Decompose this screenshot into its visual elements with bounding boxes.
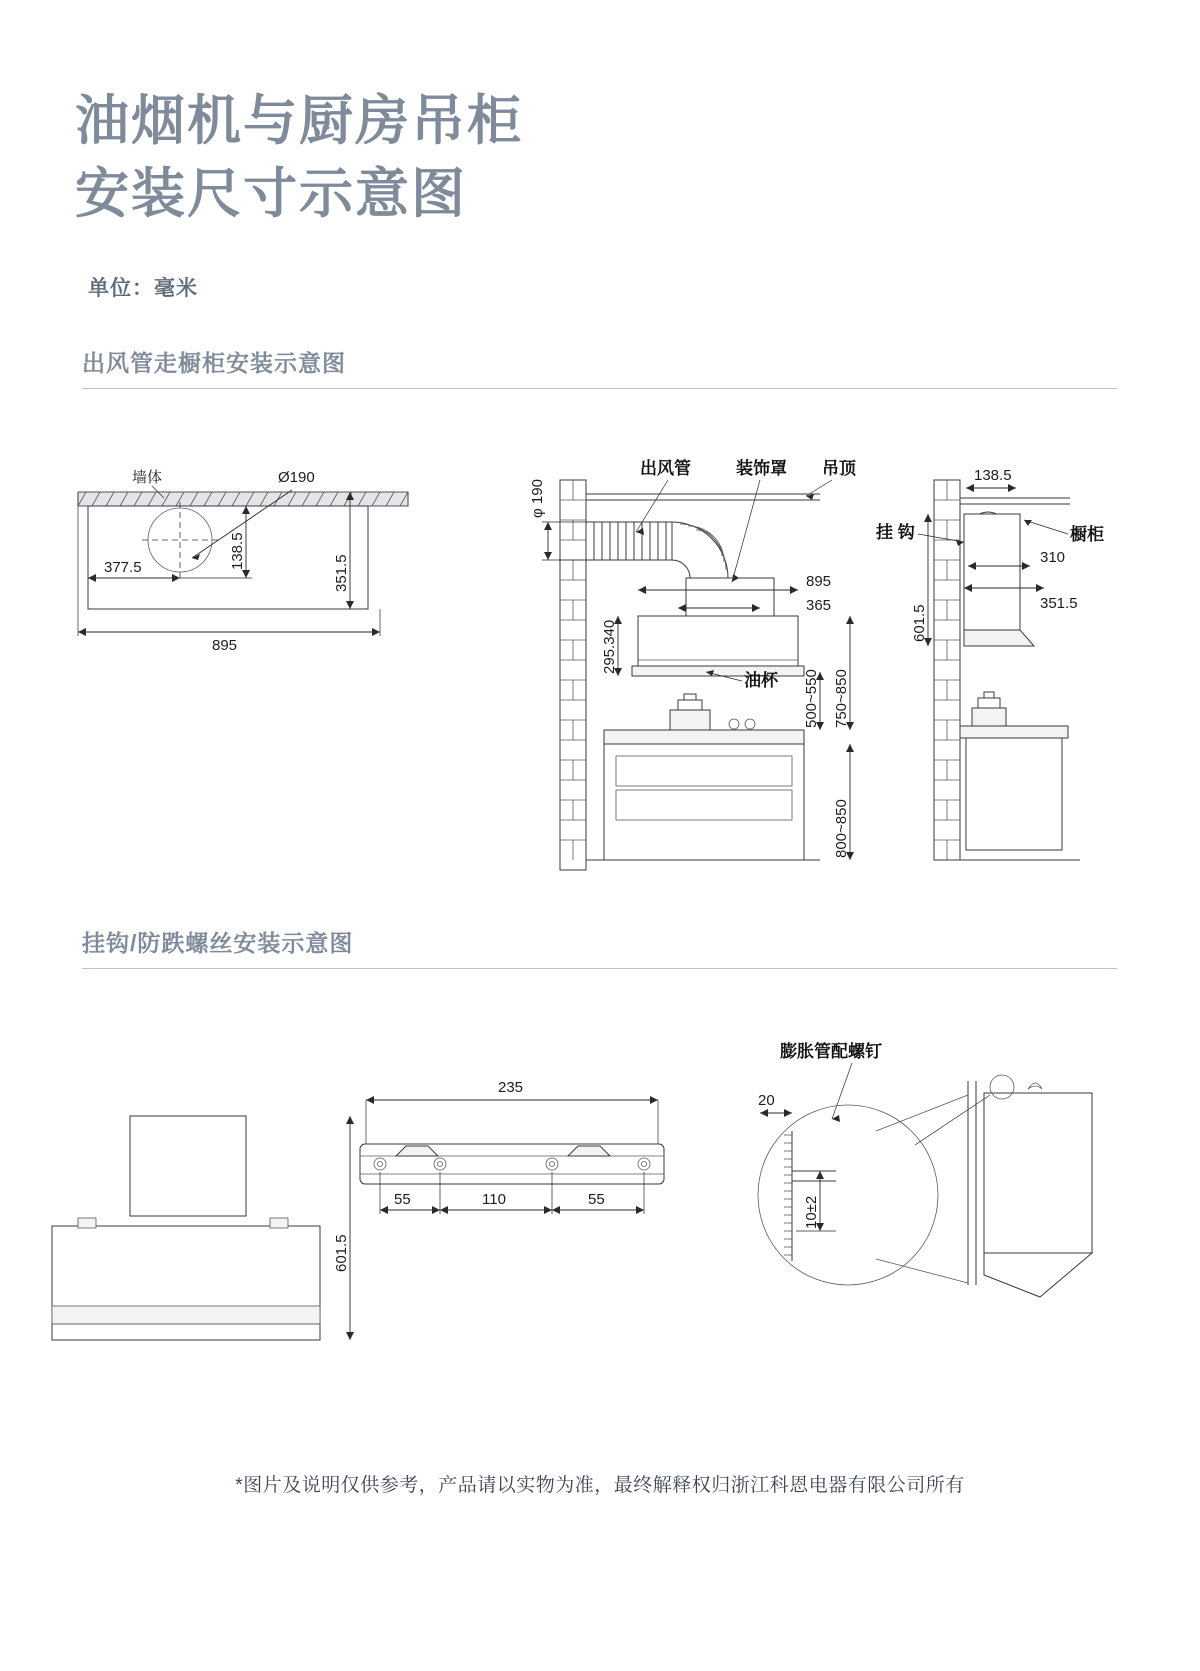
dim-20: 20 (758, 1092, 775, 1109)
footer-note: *图片及说明仅供参考，产品请以实物为准，最终解释权归浙江科恩电器有限公司所有 (235, 1475, 965, 1496)
dim-side-138-5: 138.5 (974, 467, 1012, 484)
figure-bracket (340, 1080, 720, 1260)
section-rule-1 (82, 388, 1117, 389)
dim-377-5: 377.5 (104, 559, 142, 576)
dim-365: 365 (806, 597, 832, 614)
dim-55-left: 55 (394, 1191, 411, 1208)
unit-label: 单位：毫米 (88, 277, 198, 300)
dim-55-right: 55 (588, 1191, 605, 1208)
label-diameter: Ø190 (278, 469, 315, 486)
dim-hood-601-5: 601.5 (333, 1234, 350, 1272)
section-rule-2 (82, 968, 1117, 969)
dim-351-5-side: 351.5 (1040, 595, 1078, 612)
figure-top-view (60, 450, 460, 680)
dim-phi190: φ 190 (529, 479, 546, 518)
section-heading-1: 出风管走橱柜安装示意图 (82, 350, 346, 376)
dim-110: 110 (482, 1191, 506, 1208)
label-decor-cover: 装饰罩 (736, 459, 787, 478)
dim-351-5: 351.5 (333, 554, 350, 592)
title-line-1: 油烟机与厨房吊柜 (75, 91, 523, 151)
label-oil-cup: 油杯 (744, 671, 778, 690)
dim-500-550: 500~550 (803, 669, 820, 728)
dim-138-5: 138.5 (229, 532, 246, 570)
dim-895-plan: 895 (212, 637, 238, 654)
dim-800-850: 800~850 (833, 799, 850, 858)
label-ceiling: 吊顶 (822, 459, 856, 478)
label-duct: 出风管 (640, 459, 691, 478)
dim-side-601-5: 601.5 (911, 604, 928, 642)
label-expansion-screw: 膨胀管配螺钉 (780, 1042, 882, 1061)
dim-310: 310 (1040, 549, 1066, 566)
dim-895-section: 895 (806, 573, 832, 590)
label-cabinet: 橱柜 (1070, 525, 1104, 544)
label-hook: 挂 钩 (876, 523, 915, 542)
figure-side-view (876, 467, 1140, 890)
label-wall: 墙体 (132, 469, 163, 486)
section-heading-2: 挂钩/防跌螺丝安装示意图 (82, 930, 354, 956)
dim-750-850: 750~850 (833, 669, 850, 728)
page-title (75, 85, 523, 231)
title-line-2: 安装尺寸示意图 (75, 163, 467, 224)
figure-screw-detail (740, 1035, 1120, 1325)
dim-235: 235 (498, 1079, 524, 1096)
dim-10-pm-2: 10±2 (803, 1195, 820, 1229)
dim-295-340: 295.340 (601, 619, 618, 674)
